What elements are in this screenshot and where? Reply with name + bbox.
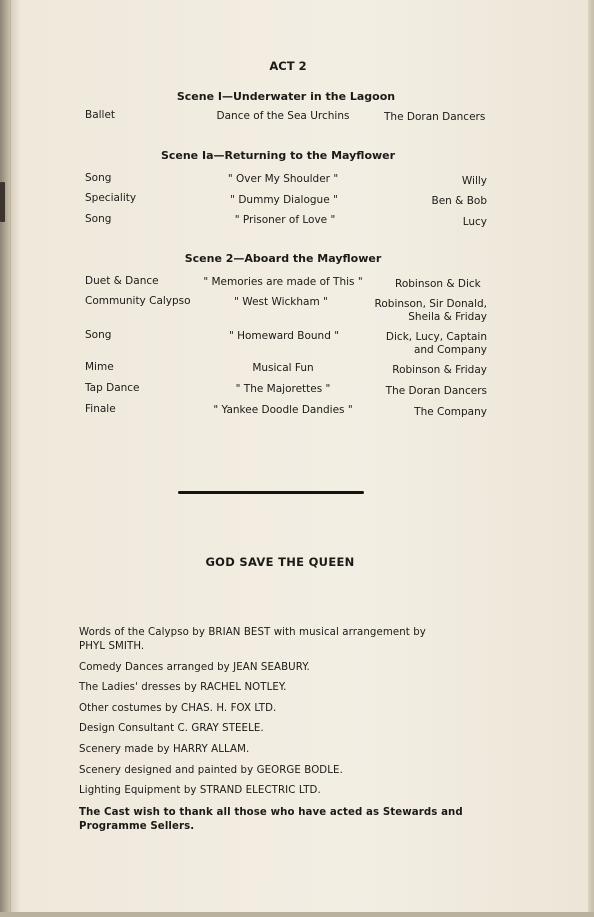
item-type: Speciality [85,192,137,204]
credit-line: Design Consultant C. GRAY STEELE. [79,723,264,734]
item-performers: The Company [414,406,487,418]
credit-line: Scenery made by HARRY ALLAM. [79,744,250,755]
credit-line: Scenery designed and painted by GEORGE BODLE. [79,765,343,776]
page-edge-right [588,0,594,917]
credit-line: Lighting Equipment by STRAND ELECTRIC LTD. [79,785,321,796]
item-type: Tap Dance [85,382,140,394]
item-performers: The Doran Dancers [385,385,487,397]
item-title: " Dummy Dialogue " [230,194,338,206]
page-edge-bottom [0,912,594,917]
item-type: Song [85,329,112,341]
item-performers: Robinson & Dick [395,278,481,290]
item-performers: Willy [461,175,487,187]
item-type: Song [85,172,112,184]
item-title: " Homeward Bound " [228,330,340,342]
item-type: Ballet [85,109,116,121]
item-performers: Robinson & Friday [392,364,487,376]
item-type: Community Calypso [85,295,191,307]
item-type: Duet & Dance [85,275,159,287]
item-type: Finale [85,403,116,415]
divider-rule [178,491,364,494]
thanks-line: The Cast wish to thank all those who have acted as Stewards and [79,807,463,818]
item-title: " The Majorettes " [235,383,331,395]
item-type: Mime [85,361,114,373]
item-title: Musical Fun [252,362,314,374]
item-performers: Dick, Lucy, Captain [385,331,487,343]
item-title: " Yankee Doodle Dandies " [213,404,353,416]
item-performers: The Doran Dancers [384,111,486,123]
scene-title: Scene 2—Aboard the Mayflower [184,252,382,265]
thanks-line: Programme Sellers. [79,821,195,832]
item-performers: Robinson, Sir Donald, [374,298,487,310]
spine-mark [0,182,5,222]
credit-line: Words of the Calypso by BRIAN BEST with musical arrangement by [79,627,426,638]
anthem-heading: GOD SAVE THE QUEEN [205,555,355,569]
credit-line: Comedy Dances arranged by JEAN SEABURY. [79,662,310,673]
item-performers: Ben & Bob [431,195,487,207]
scene-title: Scene Ia—Returning to the Mayflower [160,149,396,162]
item-title: " West Wickham " [234,296,328,308]
credit-line: PHYL SMITH. [79,641,145,652]
item-type: Song [85,213,112,225]
scene-title: Scene I—Underwater in the Lagoon [176,90,396,103]
item-title: " Prisoner of Love " [234,214,336,226]
credit-line: Other costumes by CHAS. H. FOX LTD. [79,703,277,714]
page-binding [0,0,10,917]
item-performers: and Company [413,344,487,356]
act-title: ACT 2 [269,59,307,73]
item-performers: Lucy [462,216,487,228]
credit-line: The Ladies' dresses by RACHEL NOTLEY. [79,682,287,693]
item-performers: Sheila & Friday [408,311,487,323]
item-title: " Over My Shoulder " [227,173,339,185]
item-title: " Memories are made of This " [203,276,363,288]
item-title: Dance of the Sea Urchins [216,110,350,122]
